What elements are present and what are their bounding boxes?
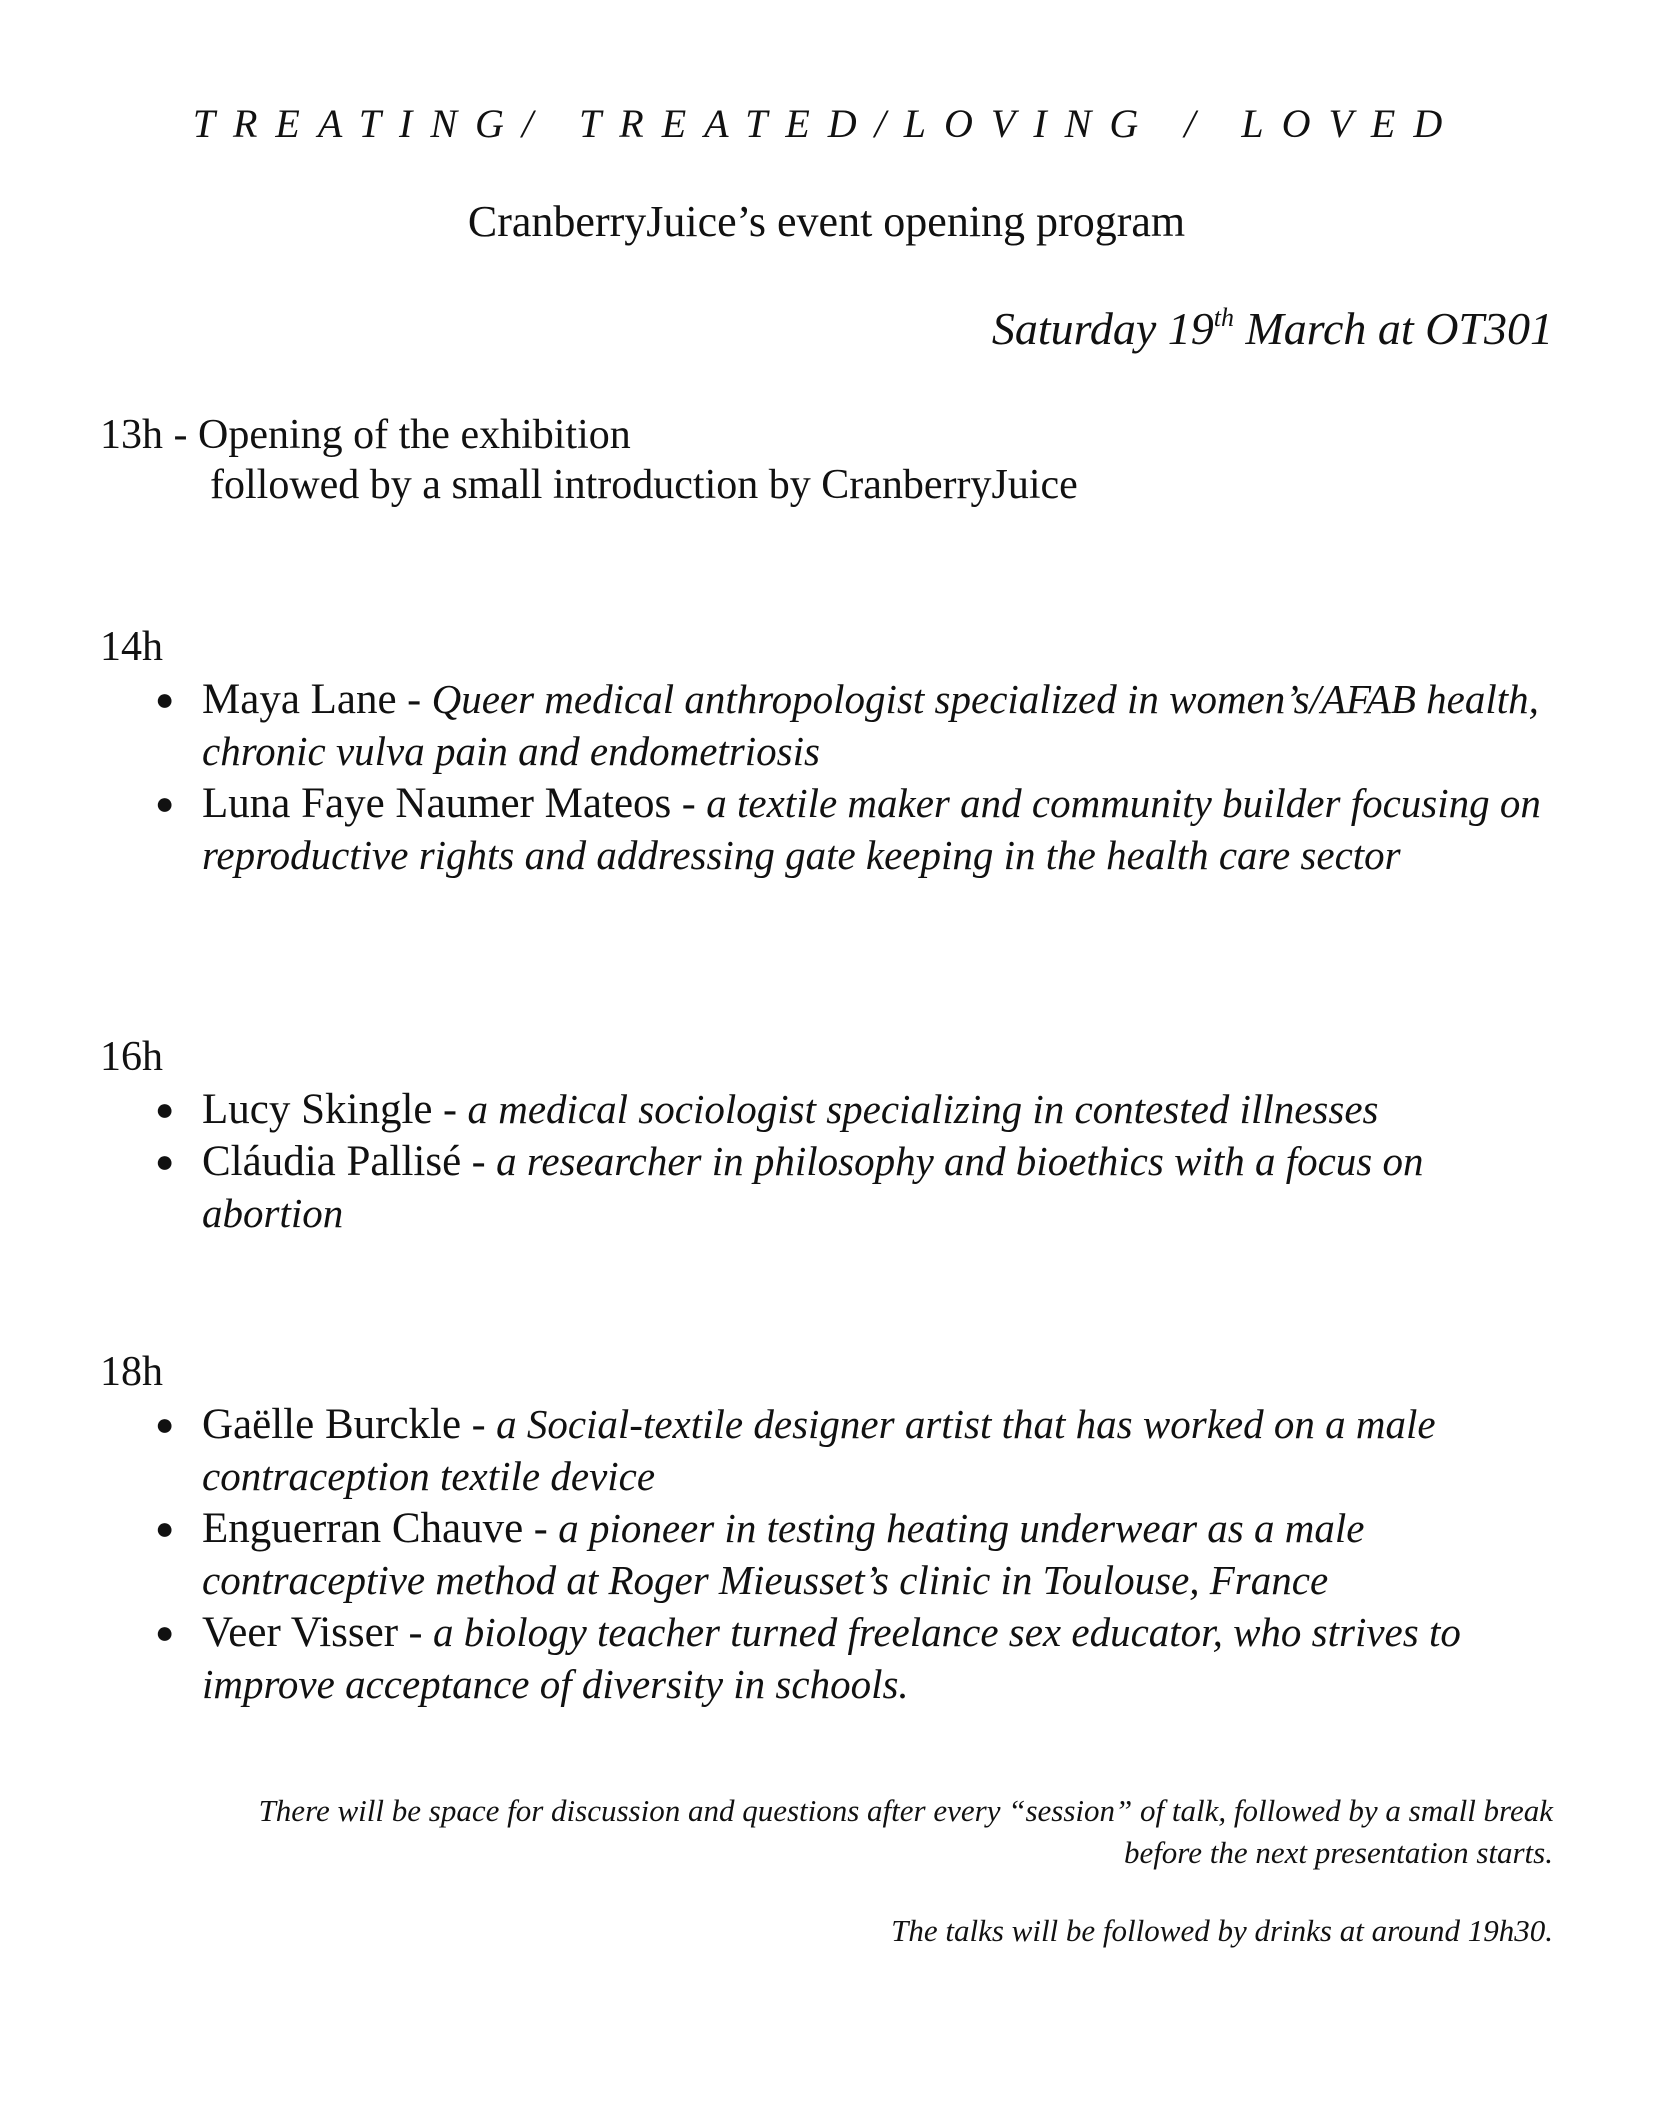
speaker-name: Cláudia Pallisé [202,1138,462,1185]
speaker-item [100,778,1560,882]
bullet-icon: ● [155,785,175,821]
session-time: 16h [100,1034,163,1080]
opening-time: 13h - [100,412,198,458]
bullet-icon: ● [155,1091,175,1127]
opening-block [100,410,1078,510]
date-superscript: th [1213,303,1234,332]
speaker-item [100,1503,1560,1607]
discussion-note-line-1: There will be space for discussion and questions after every “session” of talk, followed by a small break [258,1793,1553,1828]
opening-intro-text: followed by a small introduction by [210,462,822,508]
speaker-name: Lucy Skingle [202,1086,433,1133]
session-18h [100,1345,1560,1711]
speaker-description: a Social-textile designer artist that has worked on a male contraception textile device [202,1401,1436,1499]
speaker-name: Maya Lane [202,676,397,723]
speaker-separator: - [523,1506,559,1552]
speaker-description: a researcher in philosophy and bioethics with a focus on abortion [202,1138,1424,1236]
speaker-separator: - [461,1139,497,1185]
header-kicker: TREATING/ TREATED/LOVING / LOVED [192,101,1461,146]
bullet-icon: ● [155,1143,175,1179]
date-prefix: Saturday 19 [991,303,1214,354]
session-time: 14h [100,624,163,670]
opening-intro-name: CranberryJuice [821,462,1078,508]
session-14h [100,620,1560,882]
speaker-name: Enguerran Chauve [202,1505,524,1552]
speaker-list [100,674,1560,882]
speaker-item [100,1136,1560,1240]
bullet-icon: ● [155,1510,175,1546]
speaker-description: a medical sociologist specializing in contested illnesses [467,1086,1379,1132]
opening-line-1 [100,410,1078,460]
speaker-description: Queer medical anthropologist specialized in women’s/AFAB health, chronic vulva pain and endometriosis [202,676,1539,774]
speaker-description: a biology teacher turned freelance sex educator, who strives to improve acceptance of diversity in schools. [202,1609,1461,1707]
session-time: 18h [100,1349,163,1395]
event-date [992,302,1553,355]
discussion-note-line-2: before the next presentation starts. [1123,1835,1553,1870]
speaker-item [100,1399,1560,1503]
bullet-icon: ● [155,1614,175,1650]
speaker-item [100,1084,1560,1136]
speaker-description: a textile maker and community builder focusing on reproductive rights and addressing gate keeping in the health care sector [202,780,1541,878]
opening-word: Opening [198,412,343,458]
speaker-separator: - [398,1610,434,1656]
speaker-name: Gaëlle Burckle [202,1401,462,1448]
speaker-description: a pioneer in testing heating underwear as a male contraceptive method at Roger Mieusset’s clinic in Toulouse, France [202,1505,1365,1603]
bullet-icon: ● [155,681,175,717]
page-title: CranberryJuice’s event opening program [467,197,1186,246]
speaker-item [100,674,1560,778]
opening-line-2 [100,460,1078,510]
speaker-separator: - [432,1087,468,1133]
speaker-name: Veer Visser [202,1609,399,1656]
speaker-item [100,1607,1560,1711]
speaker-list [100,1084,1560,1240]
session-16h [100,1030,1560,1240]
discussion-note [73,1790,1553,1874]
bullet-icon: ● [155,1406,175,1442]
speaker-separator: - [396,677,432,723]
drinks-note: The talks will be followed by drinks at around 19h30. [891,1913,1553,1948]
speaker-list [100,1399,1560,1711]
speaker-separator: - [461,1402,497,1448]
speaker-separator: - [671,781,707,827]
speaker-name: Luna Faye Naumer Mateos [202,780,672,827]
date-suffix: March at OT301 [1233,303,1553,354]
opening-rest: of the exhibition [342,412,631,458]
